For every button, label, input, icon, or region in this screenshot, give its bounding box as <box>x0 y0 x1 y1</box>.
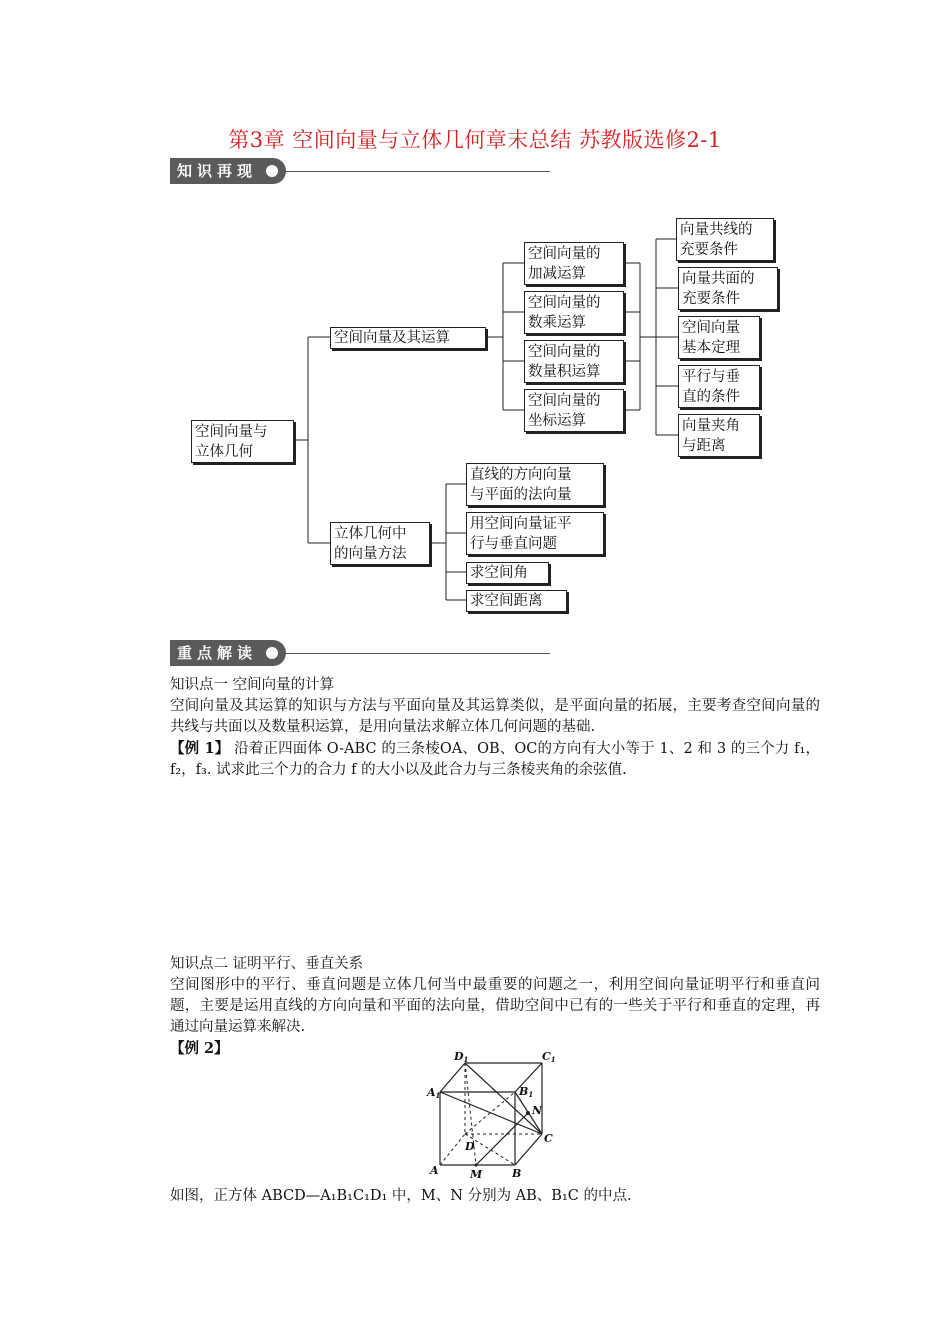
node-line: 空间向量的 <box>528 393 601 409</box>
label-a1: A1 <box>427 1086 441 1100</box>
knowledge-point-2 <box>170 954 820 1059</box>
knowledge-point-1 <box>170 675 820 781</box>
label-c1: C1 <box>542 1050 556 1064</box>
mindmap-branch-vector-methods <box>330 522 430 565</box>
node-line: 空间向量 <box>682 320 740 336</box>
bullet-dot-icon <box>266 647 278 659</box>
label-n: N <box>532 1104 543 1117</box>
mindmap-node-angle-distance <box>678 414 760 457</box>
mindmap-root <box>191 420 294 463</box>
kp1-body: 空间向量及其运算的知识与方法与平面向量及其运算类似，是平面向量的拓展，主要考查空间向量的共线与共面以及数量积运算，是用向量法求解立体几何问题的基础. <box>170 698 820 735</box>
cube-figure <box>418 1048 568 1180</box>
node-line: 向量夹角 <box>682 418 740 434</box>
label-d1: D1 <box>454 1050 469 1064</box>
node-line: 数量积运算 <box>528 364 601 380</box>
node-line: 向量共面的 <box>682 271 755 287</box>
node-line: 用空间向量证平 <box>470 516 572 532</box>
node-line: 基本定理 <box>682 340 740 356</box>
node-line: 与平面的法向量 <box>470 487 572 503</box>
mindmap-branch-vector-operations <box>330 327 486 349</box>
label-a: A <box>430 1164 439 1177</box>
mindmap-node-basis-theorem <box>678 316 760 359</box>
node-line: 空间向量的 <box>528 295 601 311</box>
node-line: 立体几何中 <box>334 526 407 542</box>
node-line: 立体几何 <box>195 444 253 460</box>
label-d: D <box>465 1140 475 1153</box>
mindmap-node-prove-parallel <box>466 512 604 555</box>
node-line: 充要条件 <box>680 242 738 258</box>
label-b: B <box>512 1167 522 1180</box>
page-title: 第3章 空间向量与立体几何章末总结 苏教版选修2-1 <box>228 128 722 152</box>
figure-caption: 如图，正方体 ABCD—A₁B₁C₁D₁ 中，M、N 分别为 AB、B₁C 的中点. <box>170 1188 632 1204</box>
label-m: M <box>470 1168 483 1180</box>
label-b1: B1 <box>519 1085 534 1099</box>
mindmap-node-dot-product <box>524 340 624 383</box>
example-1-text: 沿着正四面体 O-ABC 的三条棱OA、OB、OC的方向有大小等于 1、2 和 3 的三个力 f₁，f₂，f₃. 试求此三个力的合力 f 的大小以及此合力与三条棱夹角的余弦值. <box>170 741 820 778</box>
mindmap-node-scalar-multiply <box>524 291 624 334</box>
node-line: 行与垂直问题 <box>470 536 557 552</box>
kp2-heading: 知识点二 证明平行、垂直关系 <box>170 956 364 972</box>
example-2-label: 【例 2】 <box>170 1040 229 1057</box>
node-line: 空间向量的 <box>528 246 601 262</box>
node-line: 空间向量及其运算 <box>334 330 450 346</box>
kp2-body: 空间图形中的平行、垂直问题是立体几何当中最重要的问题之一，利用空间向量证明平行和垂直问题，主要是运用直线的方向向量和平面的法向量，借助空间中已有的一些关于平行和垂直的定理，再通过向量运算来解决. <box>170 977 820 1035</box>
node-line: 空间向量与 <box>195 424 268 440</box>
point-m <box>474 1163 477 1166</box>
mindmap-node-coplanar <box>678 267 778 310</box>
node-line: 直线的方向向量 <box>470 467 572 483</box>
node-line: 坐标运算 <box>528 413 586 429</box>
node-line: 求空间角 <box>470 565 528 581</box>
node-line: 充要条件 <box>682 291 740 307</box>
mindmap-node-direction-normal <box>466 463 604 506</box>
mindmap-node-parallel-perpendicular <box>678 365 760 408</box>
example-1-label: 【例 1】 <box>170 740 230 757</box>
label-c: C <box>544 1132 553 1145</box>
node-line: 直的条件 <box>682 389 740 405</box>
section-tab: 重点解读 <box>170 640 286 666</box>
node-line: 平行与垂 <box>682 369 740 385</box>
node-line: 加减运算 <box>528 266 586 282</box>
node-line: 求空间距离 <box>470 593 543 609</box>
node-line: 向量共线的 <box>680 222 753 238</box>
mindmap-node-add-subtract <box>524 242 624 285</box>
example-1 <box>170 738 820 781</box>
point-n <box>526 1111 530 1115</box>
node-line: 数乘运算 <box>528 315 586 331</box>
node-line: 与距离 <box>682 438 726 454</box>
mindmap-node-collinear <box>676 218 774 261</box>
node-line: 空间向量的 <box>528 344 601 360</box>
node-line: 的向量方法 <box>334 546 407 562</box>
mindmap-node-spatial-distance <box>466 590 567 612</box>
mindmap-node-coordinate <box>524 389 624 432</box>
kp1-heading: 知识点一 空间向量的计算 <box>170 677 335 693</box>
section-rule <box>286 653 550 654</box>
mindmap-node-spatial-angle <box>466 562 549 584</box>
section-tab: 知识再现 <box>170 158 286 184</box>
